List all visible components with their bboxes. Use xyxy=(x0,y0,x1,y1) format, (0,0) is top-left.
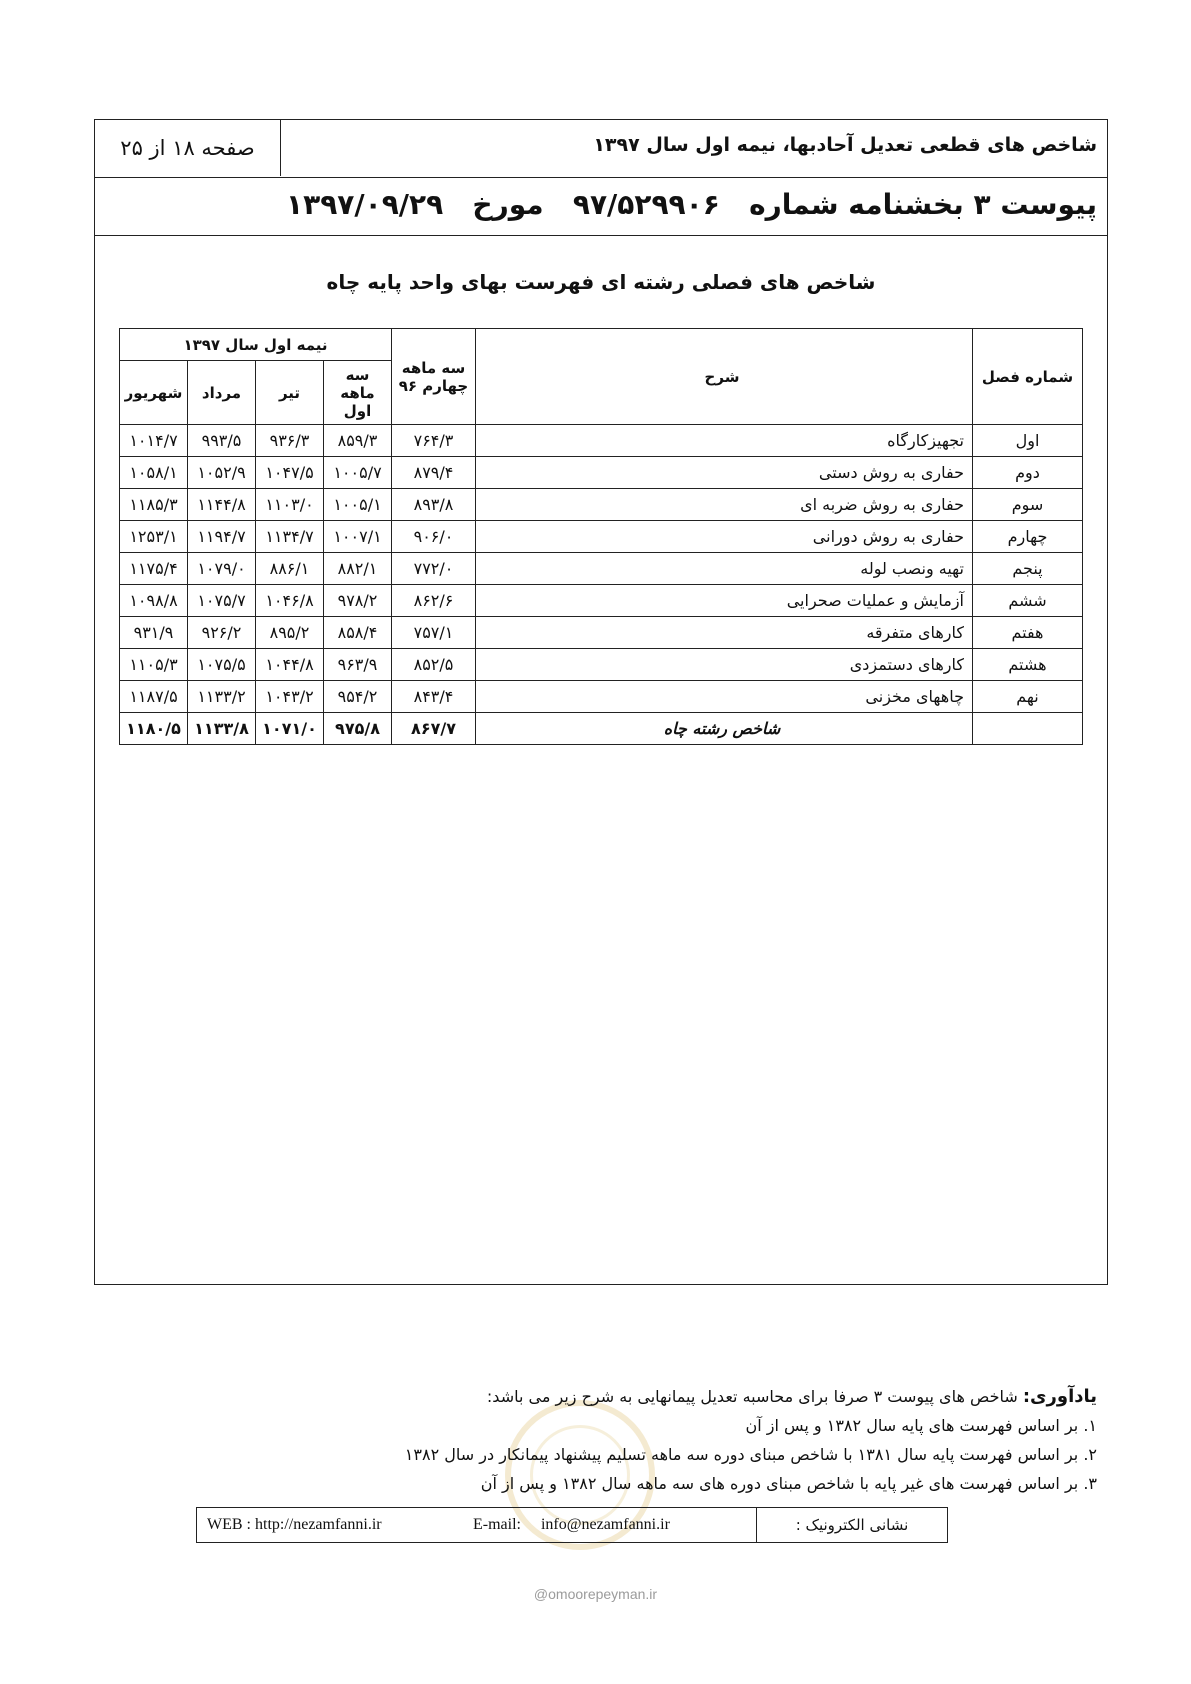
table-row xyxy=(120,457,1083,489)
cell-q4: ۸۷۹/۴ xyxy=(392,457,476,489)
header-tir: تیر xyxy=(256,361,324,425)
table-header-row-1 xyxy=(120,329,1083,361)
cell-q4: ۸۴۳/۴ xyxy=(392,681,476,713)
header-half-1397: نیمه اول سال ۱۳۹۷ xyxy=(120,329,392,361)
cell-chapter: هفتم xyxy=(973,617,1083,649)
cell-shahrivar: ۱۰۱۴/۷ xyxy=(120,425,188,457)
table-row xyxy=(120,649,1083,681)
header-q4-96-line1: سه ماهه xyxy=(401,358,466,377)
table-row xyxy=(120,681,1083,713)
document-title: شاخص های قطعی تعدیل آحادبها، نیمه اول سال ۱۳۹۷ xyxy=(593,134,1097,156)
cell-q1: ۹۶۳/۹ xyxy=(324,649,392,681)
cell-q1: ۹۷۸/۲ xyxy=(324,585,392,617)
cell-shahrivar: ۱۰۹۸/۸ xyxy=(120,585,188,617)
cell-shahrivar: ۹۳۱/۹ xyxy=(120,617,188,649)
cell-q1: ۱۰۰۵/۷ xyxy=(324,457,392,489)
cell-shahrivar: ۱۱۸۷/۵ xyxy=(120,681,188,713)
section-title: شاخص های فصلی رشته ای فهرست بهای واحد پایه چاه xyxy=(326,270,876,294)
cell-q4: ۸۶۲/۶ xyxy=(392,585,476,617)
header-q1-line1: سه ماهه xyxy=(340,365,375,402)
cell-description: تهیه ونصب لوله xyxy=(476,553,973,585)
cell-description: کارهای متفرقه xyxy=(476,617,973,649)
cell-description: تجهیزکارگاه xyxy=(476,425,973,457)
header-mordad: مرداد xyxy=(188,361,256,425)
contact-web[interactable]: WEB : http://nezamfanni.ir xyxy=(207,1516,382,1533)
header-q4-96 xyxy=(392,329,476,425)
cell-description: چاههای مخزنی xyxy=(476,681,973,713)
cell-tir: ۸۸۶/۱ xyxy=(256,553,324,585)
cell-description: حفاری به روش ضربه ای xyxy=(476,489,973,521)
cell-q1: ۹۵۴/۲ xyxy=(324,681,392,713)
cell-chapter: ششم xyxy=(973,585,1083,617)
cell-total-q1: ۹۷۵/۸ xyxy=(324,713,392,745)
cell-tir: ۱۰۴۶/۸ xyxy=(256,585,324,617)
notes-item-2: ۲. بر اساس فهرست پایه سال ۱۳۸۱ با شاخص مبنای دوره سه ماهه تسلیم پیشنهاد پیمانکار در سال ۱۳۸۲ xyxy=(404,1445,1097,1464)
header-description: شرح xyxy=(476,329,973,425)
cell-chapter: هشتم xyxy=(973,649,1083,681)
cell-mordad: ۱۰۷۵/۵ xyxy=(188,649,256,681)
cell-total-mordad: ۱۱۳۳/۸ xyxy=(188,713,256,745)
table-row xyxy=(120,425,1083,457)
cell-total-tir: ۱۰۷۱/۰ xyxy=(256,713,324,745)
cell-total-description: شاخص رشته چاه xyxy=(476,713,973,745)
cell-tir: ۱۰۴۴/۸ xyxy=(256,649,324,681)
cell-chapter: پنجم xyxy=(973,553,1083,585)
cell-mordad: ۹۲۶/۲ xyxy=(188,617,256,649)
cell-q4: ۸۹۳/۸ xyxy=(392,489,476,521)
header-q1-line2: اول xyxy=(343,401,372,420)
table-row xyxy=(120,489,1083,521)
cell-tir: ۱۱۳۴/۷ xyxy=(256,521,324,553)
cell-mordad: ۱۱۹۴/۷ xyxy=(188,521,256,553)
cell-shahrivar: ۱۱۷۵/۴ xyxy=(120,553,188,585)
cell-q1: ۸۵۹/۳ xyxy=(324,425,392,457)
cell-shahrivar: ۱۱۰۵/۳ xyxy=(120,649,188,681)
cell-chapter: چهارم xyxy=(973,521,1083,553)
notes-item-1: ۱. بر اساس فهرست های پایه سال ۱۳۸۲ و پس از آن xyxy=(745,1416,1097,1435)
cell-q4: ۹۰۶/۰ xyxy=(392,521,476,553)
table-total-row xyxy=(120,713,1083,745)
cell-chapter: نهم xyxy=(973,681,1083,713)
cell-description: حفاری به روش دستی xyxy=(476,457,973,489)
cell-q4: ۷۶۴/۳ xyxy=(392,425,476,457)
table-row xyxy=(120,553,1083,585)
cell-mordad: ۱۱۴۴/۸ xyxy=(188,489,256,521)
header-row-2 xyxy=(95,178,1107,236)
cell-q1: ۸۸۲/۱ xyxy=(324,553,392,585)
cell-total-q4: ۸۶۷/۷ xyxy=(392,713,476,745)
cell-q1: ۱۰۰۵/۱ xyxy=(324,489,392,521)
cell-tir: ۸۹۵/۲ xyxy=(256,617,324,649)
source-credit: @omoorepeyman.ir xyxy=(533,1586,658,1602)
header-shahrivar: شهریور xyxy=(120,361,188,425)
circular-title: پیوست ۳ بخشنامه شماره ۹۷/۵۲۹۹۰۶ مورخ ۱۳۹۷/۰۹/۲۹ xyxy=(286,188,1097,221)
contact-label: نشانی الکترونیک : xyxy=(756,1508,947,1542)
header-chapter-no: شماره فصل xyxy=(973,329,1083,425)
contact-box xyxy=(196,1507,948,1543)
contact-email[interactable]: E-mail: info@nezamfanni.ir xyxy=(473,1516,670,1533)
table-row xyxy=(120,585,1083,617)
cell-shahrivar: ۱۲۵۳/۱ xyxy=(120,521,188,553)
cell-tir: ۱۰۴۷/۵ xyxy=(256,457,324,489)
cell-total-shahrivar: ۱۱۸۰/۵ xyxy=(120,713,188,745)
cell-tir: ۱۱۰۳/۰ xyxy=(256,489,324,521)
notes-intro: شاخص های پیوست ۳ صرفا برای محاسبه تعدیل پیمانهایی به شرح زیر می باشد: xyxy=(486,1387,1023,1406)
notes-intro-line xyxy=(405,1382,1097,1411)
cell-q4: ۷۷۲/۰ xyxy=(392,553,476,585)
cell-description: آزمایش و عملیات صحرایی xyxy=(476,585,973,617)
cell-description: حفاری به روش دورانی xyxy=(476,521,973,553)
table-row xyxy=(120,617,1083,649)
cell-chapter: دوم xyxy=(973,457,1083,489)
cell-mordad: ۱۰۷۹/۰ xyxy=(188,553,256,585)
cell-mordad: ۱۰۵۲/۹ xyxy=(188,457,256,489)
cell-chapter: اول xyxy=(973,425,1083,457)
notes-lead: یادآوری: xyxy=(1022,1386,1097,1407)
cell-shahrivar: ۱۰۵۸/۱ xyxy=(120,457,188,489)
table-row xyxy=(120,521,1083,553)
cell-mordad: ۱۰۷۵/۷ xyxy=(188,585,256,617)
notes-item-3: ۳. بر اساس فهرست های غیر پایه با شاخص مبنای دوره های سه ماهه سال ۱۳۸۲ و پس از آن xyxy=(480,1474,1097,1493)
cell-q1: ۱۰۰۷/۱ xyxy=(324,521,392,553)
cell-mordad: ۹۹۳/۵ xyxy=(188,425,256,457)
cell-tir: ۹۳۶/۳ xyxy=(256,425,324,457)
cell-q4: ۸۵۲/۵ xyxy=(392,649,476,681)
notes-block xyxy=(405,1382,1097,1498)
page-number: صفحه ۱۸ از ۲۵ xyxy=(95,120,281,176)
cell-description: کارهای دستمزدی xyxy=(476,649,973,681)
header-row-1 xyxy=(95,120,1107,178)
document-frame xyxy=(94,119,1108,1285)
cell-chapter: سوم xyxy=(973,489,1083,521)
index-table xyxy=(119,328,1083,745)
cell-q1: ۸۵۸/۴ xyxy=(324,617,392,649)
header-q4-96-line2: چهارم ۹۶ xyxy=(398,376,469,395)
cell-chapter-empty xyxy=(973,713,1083,745)
cell-tir: ۱۰۴۳/۲ xyxy=(256,681,324,713)
cell-shahrivar: ۱۱۸۵/۳ xyxy=(120,489,188,521)
header-q1 xyxy=(324,361,392,425)
cell-mordad: ۱۱۳۳/۲ xyxy=(188,681,256,713)
cell-q4: ۷۵۷/۱ xyxy=(392,617,476,649)
